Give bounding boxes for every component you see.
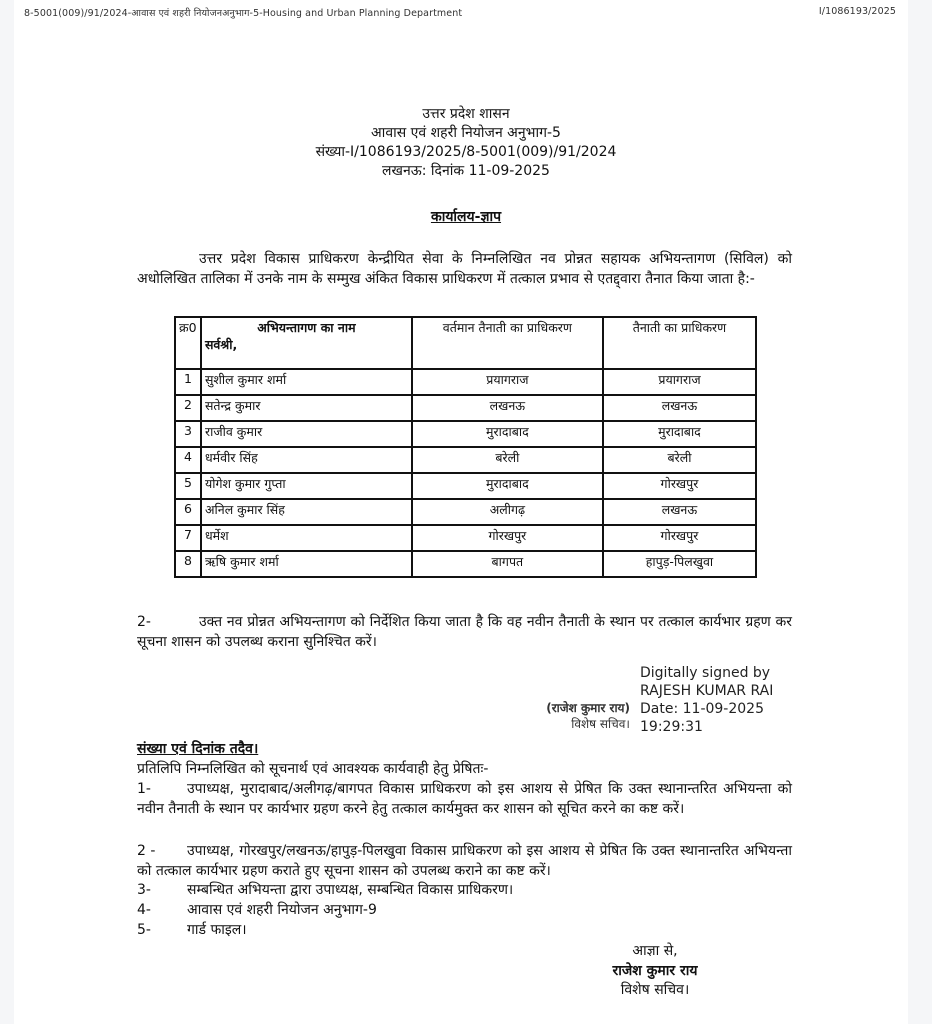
cell-serial: 8 — [175, 551, 201, 577]
cell-current-posting: मुरादाबाद — [412, 421, 603, 447]
cell-new-posting: लखनऊ — [603, 395, 756, 421]
cell-name: राजीव कुमार — [201, 421, 412, 447]
header-strip — [24, 6, 896, 19]
copy-item-3-text: सम्बन्धित अभियन्ता द्वारा उपाध्यक्ष, सम्बन्धित विकास प्राधिकरण। — [187, 882, 514, 898]
cell-current-posting: गोरखपुर — [412, 525, 603, 551]
cell-serial: 7 — [175, 525, 201, 551]
cell-serial: 2 — [175, 395, 201, 421]
cell-name: अनिल कुमार सिंह — [201, 499, 412, 525]
paragraph-2-text: उक्त नव प्रोन्नत अभियन्तागण को निर्देशित किया जाता है कि वह नवीन तैनाती के स्थान पर तत्काल कार्यभार ग्रहण कर सूचना शासन को उपलब्ध कराना सुनिश्चित करें। — [137, 614, 792, 650]
copy-item-1-number: 1- — [137, 781, 151, 797]
header-file-reference: 8-5001(009)/91/2024-आवास एवं शहरी नियोजनअनुभाग-5-Housing and Urban Planning Department — [24, 8, 463, 19]
signatory-bottom-name: राजेश कुमार राय — [612, 962, 698, 979]
cell-serial: 6 — [175, 499, 201, 525]
signatory-bottom-designation: विशेष सचिव। — [620, 982, 690, 998]
signature-time: 19:29:31 — [640, 719, 703, 735]
header-document-id: I/1086193/2025 — [818, 6, 896, 17]
letterhead-place-date: लखनऊ: दिनांक 11-09-2025 — [382, 163, 550, 179]
cell-name: धर्मेश — [201, 525, 412, 551]
letterhead — [0, 105, 932, 181]
cell-serial: 3 — [175, 421, 201, 447]
letterhead-government: उत्तर प्रदेश शासन — [422, 106, 510, 122]
table-body — [175, 369, 756, 577]
cell-current-posting: बरेली — [412, 447, 603, 473]
copy-item-2-number: 2 - — [137, 843, 156, 859]
header-name-label: अभियन्तागण का नाम — [257, 320, 356, 335]
signatory-top — [500, 700, 630, 732]
cell-new-posting: बरेली — [603, 447, 756, 473]
paragraph-2 — [137, 613, 792, 652]
table-row — [175, 395, 756, 421]
paragraph-2-number: 2- — [137, 614, 151, 630]
cell-serial: 4 — [175, 447, 201, 473]
cell-serial: 5 — [175, 473, 201, 499]
cell-current-posting: अलीगढ़ — [412, 499, 603, 525]
table-row — [175, 369, 756, 395]
signature-date: Date: 11-09-2025 — [640, 701, 764, 717]
table-row — [175, 551, 756, 577]
cell-serial: 1 — [175, 369, 201, 395]
table-row — [175, 525, 756, 551]
header-current-posting: वर्तमान तैनाती का प्राधिकरण — [412, 317, 603, 369]
cell-name: सतेन्द्र कुमार — [201, 395, 412, 421]
cell-current-posting: मुरादाबाद — [412, 473, 603, 499]
copy-item-1 — [137, 780, 792, 819]
header-name — [201, 317, 412, 369]
letterhead-department: आवास एवं शहरी नियोजन अनुभाग-5 — [371, 125, 561, 141]
signatory-order: आज्ञा से, — [632, 943, 678, 959]
title-wrapper — [0, 206, 932, 226]
intro-paragraph: उत्तर प्रदेश विकास प्राधिकरण केन्द्रीयित सेवा के निम्नलिखित नव प्रोन्नत सहायक अभियन्तागण (सिविल) को अधोलिखित तालिका में उनके नाम के सम्मुख अंकित विकास प्राधिकरण में तत्काल प्रभाव से एतद्द्वारा तैनात किया जाता है:- — [137, 251, 792, 287]
copy-item-2 — [137, 842, 792, 881]
copy-item-5-text: गार्ड फाइल। — [187, 922, 247, 938]
header-new-posting: तैनाती का प्राधिकरण — [603, 317, 756, 369]
copy-item-4 — [137, 901, 377, 921]
header-serial: क्र0 — [175, 317, 201, 369]
signature-line-1: Digitally signed by — [640, 665, 771, 681]
copy-item-2-text: उपाध्यक्ष, गोरखपुर/लखनऊ/हापुड़-पिलखुवा विकास प्राधिकरण को इस आशय से प्रेषित कि उक्त स्थानान्तरित अभियन्ता को तत्काल कार्यभार ग्रहण कराते हुए सूचना शासन को उपलब्ध कराने का कष्ट करें। — [137, 843, 792, 879]
cell-current-posting: बागपत — [412, 551, 603, 577]
signatory-top-name: (राजेश कुमार राय) — [546, 701, 630, 715]
copy-item-5-number: 5- — [137, 922, 151, 938]
cell-current-posting: प्रयागराज — [412, 369, 603, 395]
allocation-table — [174, 316, 757, 578]
cell-name: धर्मवीर सिंह — [201, 447, 412, 473]
cell-name: योगेश कुमार गुप्ता — [201, 473, 412, 499]
table-row — [175, 421, 756, 447]
copy-item-5 — [137, 921, 247, 941]
signatory-bottom — [560, 942, 750, 1001]
copy-item-3-number: 3- — [137, 882, 151, 898]
table-header-row — [175, 317, 756, 369]
signatory-top-designation: विशेष सचिव। — [571, 717, 630, 731]
table-row — [175, 473, 756, 499]
cell-name: ऋषि कुमार शर्मा — [201, 551, 412, 577]
cell-new-posting: गोरखपुर — [603, 525, 756, 551]
cell-new-posting: मुरादाबाद — [603, 421, 756, 447]
letterhead-reference-number: संख्या-I/1086193/2025/8-5001(009)/91/2024 — [315, 144, 617, 160]
cell-new-posting: गोरखपुर — [603, 473, 756, 499]
document-title: कार्यालय-ज्ञाप — [430, 209, 502, 225]
cell-name: सुशील कुमार शर्मा — [201, 369, 412, 395]
copy-heading: संख्या एवं दिनांक तदैव। — [137, 741, 259, 757]
copy-item-4-number: 4- — [137, 902, 151, 918]
table-row — [175, 499, 756, 525]
copy-item-3 — [137, 881, 513, 901]
digital-signature-stamp — [640, 664, 773, 736]
cell-new-posting: हापुड़-पिलखुवा — [603, 551, 756, 577]
copy-intro: प्रतिलिपि निम्नलिखित को सूचनार्थ एवं आवश्यक कार्यवाही हेतु प्रेषितः- — [137, 761, 489, 777]
copy-item-1-text: उपाध्यक्ष, मुरादाबाद/अलीगढ़/बागपत विकास प्राधिकरण को इस आशय से प्रेषित कि उक्त स्थानान्तरित अभियन्ता को नवीन तैनाती के स्थान पर कार्यभार ग्रहण करने हेतु तत्काल कार्यमुक्त कर शासन को सूचित करने का कष्ट करें। — [137, 781, 792, 817]
cell-new-posting: लखनऊ — [603, 499, 756, 525]
table-row — [175, 447, 756, 473]
header-name-sub: सर्वश्री, — [204, 337, 238, 352]
cell-new-posting: प्रयागराज — [603, 369, 756, 395]
signature-signer: RAJESH KUMAR RAI — [640, 683, 774, 699]
cell-current-posting: लखनऊ — [412, 395, 603, 421]
copy-item-4-text: आवास एवं शहरी नियोजन अनुभाग-9 — [187, 902, 377, 918]
